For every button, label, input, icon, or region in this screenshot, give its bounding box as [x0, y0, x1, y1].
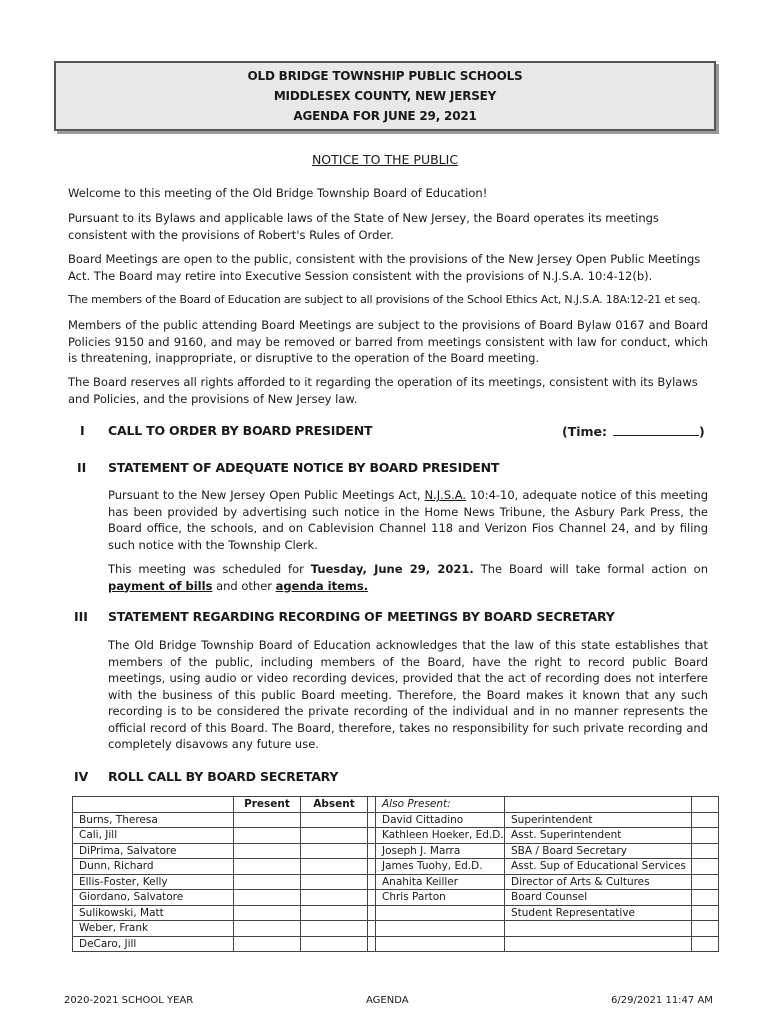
member-name: DiPrima, Salvatore — [73, 843, 234, 859]
section-3-number: III — [74, 609, 88, 624]
present-cell — [234, 921, 301, 937]
roll-call-row — [73, 828, 719, 844]
member-name: DeCaro, Jill — [73, 936, 234, 952]
present-cell — [234, 905, 301, 921]
also-present-title — [505, 936, 692, 952]
schedule-text-c: and other — [216, 578, 273, 593]
gap-cell — [368, 797, 376, 813]
also-present-name: Kathleen Hoeker, Ed.D. — [376, 828, 505, 844]
payment-of-bills: payment of bills — [108, 578, 213, 593]
footer-doc-type: AGENDA — [366, 995, 409, 1006]
present-cell — [234, 843, 301, 859]
end-cell — [692, 843, 719, 859]
absent-cell — [301, 921, 368, 937]
end-cell — [692, 890, 719, 906]
present-cell — [234, 890, 301, 906]
member-name: Cali, Jill — [73, 828, 234, 844]
end-cell — [692, 859, 719, 875]
absent-cell — [301, 936, 368, 952]
notice-title: NOTICE TO THE PUBLIC — [311, 152, 459, 167]
also-present-title: SBA / Board Secretary — [505, 843, 692, 859]
section-4-number: IV — [74, 769, 89, 784]
agenda-items: agenda items. — [275, 578, 369, 593]
absent-cell — [301, 905, 368, 921]
also-present-header: Also Present: — [376, 797, 505, 813]
time-blank-line — [613, 423, 699, 436]
member-name: Weber, Frank — [73, 921, 234, 937]
gap-cell — [368, 843, 376, 859]
also-present-name: David Cittadino — [376, 812, 505, 828]
present-cell — [234, 936, 301, 952]
member-name: Ellis-Foster, Kelly — [73, 874, 234, 890]
roll-call-row — [73, 905, 719, 921]
section-3-title: STATEMENT REGARDING RECORDING OF MEETINGS BY BOARD SECRETARY — [108, 609, 615, 624]
also-present-title: Board Counsel — [505, 890, 692, 906]
roll-call-table — [72, 796, 719, 952]
also-present-title: Student Representative — [505, 905, 692, 921]
present-cell — [234, 859, 301, 875]
name-header-cell — [73, 797, 234, 813]
end-cell — [692, 874, 719, 890]
absent-cell — [301, 843, 368, 859]
document-header — [54, 61, 716, 131]
section-1-title: CALL TO ORDER BY BOARD PRESIDENT — [108, 423, 373, 438]
intro-conduct: Members of the public attending Board Meetings are subject to the provisions of Board Bylaw 0167 and Board Policies 9150 and 9160, and may be removed or barred from meetings consistent with law for conduct, which is threatening, inappropriate, or disruptive to the operation of the Board meeting. — [68, 318, 708, 365]
also-present-name: Joseph J. Marra — [376, 843, 505, 859]
also-present-title: Asst. Superintendent — [505, 828, 692, 844]
present-cell — [234, 828, 301, 844]
also-present-name — [376, 936, 505, 952]
also-present-name: Chris Parton — [376, 890, 505, 906]
section-4-title: ROLL CALL BY BOARD SECRETARY — [108, 769, 339, 784]
end-cell — [692, 905, 719, 921]
time-close: ) — [699, 424, 705, 439]
also-present-name: James Tuohy, Ed.D. — [376, 859, 505, 875]
gap-cell — [368, 812, 376, 828]
also-present-title: Director of Arts & Cultures — [505, 874, 692, 890]
gap-cell — [368, 921, 376, 937]
section-1-number: I — [80, 423, 85, 438]
roll-call-row — [73, 890, 719, 906]
gap-cell — [368, 874, 376, 890]
absent-cell — [301, 812, 368, 828]
time-label: (Time: — [562, 424, 608, 439]
roll-call-row — [73, 843, 719, 859]
member-name: Giordano, Salvatore — [73, 890, 234, 906]
present-cell — [234, 812, 301, 828]
intro-rights: The Board reserves all rights afforded to it regarding the operation of its meetings, consistent with its Bylaws and Policies, and the provisions of New Jersey law. — [68, 375, 698, 406]
present-cell — [234, 874, 301, 890]
header-line-county: MIDDLESEX COUNTY, NEW JERSEY — [273, 89, 497, 103]
also-present-name: Anahita Keiller — [376, 874, 505, 890]
absent-cell — [301, 890, 368, 906]
section-2-notice-paragraph — [108, 487, 708, 553]
also-present-name — [376, 905, 505, 921]
end-cell — [692, 936, 719, 952]
footer-school-year: 2020-2021 SCHOOL YEAR — [64, 995, 194, 1006]
section-2-schedule-paragraph — [108, 561, 708, 594]
also-present-title: Superintendent — [505, 812, 692, 828]
also-present-name — [376, 921, 505, 937]
meeting-date: Tuesday, June 29, 2021. — [310, 562, 474, 576]
schedule-text-b: The Board will take formal action on — [480, 562, 709, 576]
section-2-title: STATEMENT OF ADEQUATE NOTICE BY BOARD PRESIDENT — [108, 460, 500, 475]
time-field — [562, 423, 705, 439]
intro-welcome: Welcome to this meeting of the Old Bridge Township Board of Education! — [68, 186, 488, 200]
roll-call-row — [73, 921, 719, 937]
roll-call-header-row — [73, 797, 719, 813]
section-2-text-b: 10:4-10, adequate notice of this meeting has been provided by advertising such notice in the Home News Tribune, the Asbury Park Press, the Board office, the schools, and on Cablevision Channel 118 and Verizon Fios Channel 24, and by filing such notice with the Township Clerk. — [108, 488, 709, 552]
end-cell — [692, 828, 719, 844]
end-cell — [692, 812, 719, 828]
absent-cell — [301, 828, 368, 844]
roll-call-row — [73, 812, 719, 828]
roll-call-row — [73, 936, 719, 952]
title-header-cell — [505, 797, 692, 813]
end-cell — [692, 921, 719, 937]
end-cell — [692, 797, 719, 813]
gap-cell — [368, 890, 376, 906]
section-3-recording-paragraph: The Old Bridge Township Board of Education acknowledges that the law of this state establishes that members of the public, including members of the Board, have the right to record public Board meetings, using audio or video recording devices, provided that the act of recording does not interfere with the business of this public Board meeting. Therefore, the Board makes it known that any such recording is to be considered the private recording of the individual and in no manner represents the official record of this Board. The Board, therefore, takes no responsibility for such private recording and completely disavows any future use. — [108, 638, 708, 751]
gap-cell — [368, 828, 376, 844]
footer-timestamp: 6/29/2021 11:47 AM — [611, 995, 713, 1006]
member-name: Sulikowski, Matt — [73, 905, 234, 921]
intro-bylaws: Pursuant to its Bylaws and applicable laws of the State of New Jersey, the Board operates its meetings consistent with the provisions of Robert's Rules of Order. — [68, 211, 659, 242]
member-name: Dunn, Richard — [73, 859, 234, 875]
gap-cell — [368, 905, 376, 921]
roll-call-row — [73, 859, 719, 875]
gap-cell — [368, 859, 376, 875]
absent-cell — [301, 859, 368, 875]
intro-open-meetings: Board Meetings are open to the public, consistent with the provisions of the New Jersey Open Public Meetings Act. The Board may retire into Executive Session consistent with the provisions of N.J.S.A. 10:4-12(b). — [68, 252, 701, 283]
member-name: Burns, Theresa — [73, 812, 234, 828]
njsa-citation: N.J.S.A. — [424, 488, 467, 502]
section-2-number: II — [77, 460, 87, 475]
intro-ethics: The members of the Board of Education are subject to all provisions of the School Ethics Act, N.J.S.A. 18A:12-21 et seq. — [68, 293, 701, 306]
present-header: Present — [234, 797, 301, 813]
roll-call-row — [73, 874, 719, 890]
header-line-district: OLD BRIDGE TOWNSHIP PUBLIC SCHOOLS — [247, 69, 523, 83]
header-line-agenda: AGENDA FOR JUNE 29, 2021 — [293, 109, 477, 123]
also-present-title — [505, 921, 692, 937]
absent-header: Absent — [301, 797, 368, 813]
section-2-text-a: Pursuant to the New Jersey Open Public Meetings Act, — [108, 488, 421, 502]
absent-cell — [301, 874, 368, 890]
schedule-text-a: This meeting was scheduled for — [108, 562, 304, 576]
gap-cell — [368, 936, 376, 952]
also-present-title: Asst. Sup of Educational Services — [505, 859, 692, 875]
